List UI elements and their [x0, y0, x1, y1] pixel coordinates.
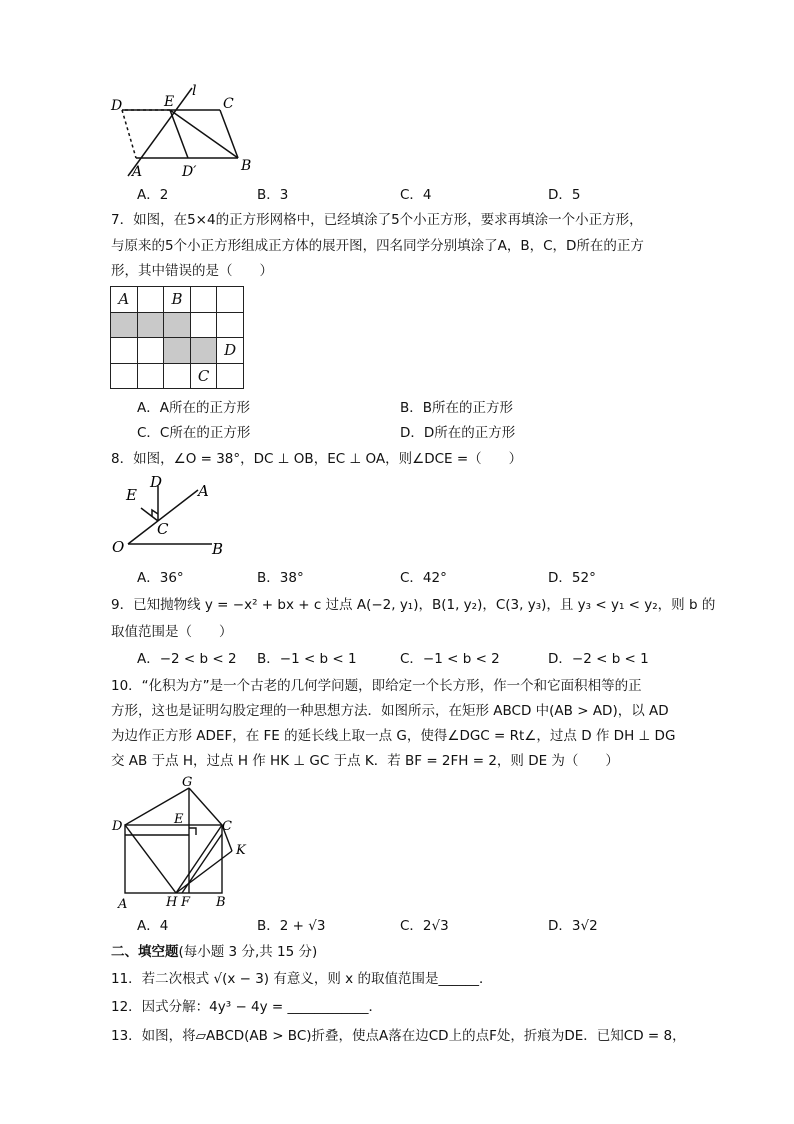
label-D: D [112, 819, 123, 834]
q8-option-a: A．36° [137, 570, 184, 586]
label-C: C [222, 819, 232, 834]
q12-line: 12．因式分解：4y³ − 4y = ____________． [111, 999, 383, 1015]
q9-line-2: 取值范围是（ ） [111, 624, 233, 640]
label-E: E [174, 812, 184, 827]
label-l: l [192, 84, 197, 99]
q10-figure [108, 770, 258, 910]
q9-option-c: C．−1 < b < 2 [400, 651, 500, 667]
q7-line-1: 7．如图，在5×4的正方形网格中，已经填涂了5个小正方形，要求再填涂一个小正方形， [111, 212, 643, 228]
q8-option-b: B．38° [257, 570, 304, 586]
grid-cell [164, 363, 191, 389]
q11-line: 11．若二次根式 √(x − 3) 有意义，则 x 的取值范围是______． [111, 971, 493, 987]
label-K: K [236, 843, 246, 858]
grid-cell-D: D [217, 338, 244, 364]
q8-figure [108, 470, 238, 558]
grid-cell-shaded [111, 312, 138, 338]
grid-cell [190, 287, 217, 313]
label-D: D [111, 98, 123, 114]
label-B: B [216, 895, 226, 910]
label-D: D [150, 473, 163, 491]
label-F: F [181, 895, 191, 910]
label-E: E [126, 486, 137, 504]
q6-figure [108, 84, 268, 180]
q13-line: 13．如图，将▱ABCD(AB > BC)折叠，使点A落在边CD上的点F处，折痕为DE．已知CD = 8， [111, 1028, 686, 1044]
label-A: A [118, 897, 128, 910]
grid-cell [217, 312, 244, 338]
label-O: O [112, 538, 125, 556]
grid-cell-shaded [164, 312, 191, 338]
q9-option-d: D．−2 < b < 1 [548, 651, 649, 667]
section-heading [111, 943, 317, 961]
q6-option-d: D．5 [548, 187, 581, 203]
grid-cell-B: B [164, 287, 191, 313]
q7-option-d: D．D所在的正方形 [400, 425, 516, 441]
label-Dprime: D′ [182, 164, 197, 180]
q9-option-a: A．−2 < b < 2 [137, 651, 237, 667]
q10-option-d: D．3√2 [548, 918, 598, 934]
q7-option-b: B．B所在的正方形 [400, 400, 514, 416]
section-title: 二、填空题 [111, 944, 179, 960]
q6-option-a: A．2 [137, 187, 169, 203]
grid-cell [217, 363, 244, 389]
q8-line: 8．如图，∠O = 38°，DC ⊥ OB，EC ⊥ OA，则∠DCE =（ ） [111, 451, 523, 467]
q10-line-3: 为边作正方形 ADEF，在 FE 的延长线上取一点 G，使得∠DGC = Rt∠，过点 D 作 DH ⊥ DG [111, 728, 676, 744]
q10-line-4: 交 AB 于点 H，过点 H 作 HK ⊥ GC 于点 K．若 BF = 2FH = 2，则 DE 为（ ） [111, 753, 619, 769]
q10-option-a: A．4 [137, 918, 169, 934]
label-B: B [241, 158, 252, 174]
grid-cell [137, 287, 164, 313]
grid-cell-shaded [164, 338, 191, 364]
label-E: E [164, 94, 175, 110]
q7-line-3: 形，其中错误的是（ ） [111, 263, 273, 279]
q7-line-2: 与原来的5个小正方形组成正方体的展开图，四名同学分别填涂了A，B，C，D所在的正方 [111, 238, 644, 254]
grid-cell [217, 287, 244, 313]
q7-grid [110, 286, 244, 389]
grid-cell [137, 338, 164, 364]
q10-option-b: B．2 + √3 [257, 918, 326, 934]
q10-option-c: C．2√3 [400, 918, 449, 934]
label-C: C [223, 96, 234, 112]
q10-line-2: 方形，这也是证明勾股定理的一种思想方法．如图所示，在矩形 ABCD 中(AB > AD)，以 AD [111, 703, 669, 719]
q6-option-b: B．3 [257, 187, 289, 203]
grid-cell [111, 363, 138, 389]
label-G: G [182, 775, 193, 790]
q6-option-c: C．4 [400, 187, 432, 203]
grid-cell-A: A [111, 287, 138, 313]
q9-line-1: 9．已知抛物线 y = −x² + bx + c 过点 A(−2, y₁)，B(1, y₂)，C(3, y₃)，且 y₃ < y₁ < y₂，则 b 的 [111, 597, 716, 613]
q7-option-a: A．A所在的正方形 [137, 400, 250, 416]
grid-cell-shaded [190, 338, 217, 364]
label-H: H [166, 895, 178, 910]
label-A: A [132, 164, 143, 180]
section-note: (每小题 3 分,共 15 分) [178, 944, 318, 960]
q9-option-b: B．−1 < b < 1 [257, 651, 357, 667]
grid-cell [137, 363, 164, 389]
q8-option-c: C．42° [400, 570, 447, 586]
grid-cell [111, 338, 138, 364]
q10-line-1: 10．“化积为方”是一个古老的几何学问题，即给定一个长方形，作一个和它面积相等的正 [111, 678, 642, 694]
label-B: B [212, 540, 224, 558]
grid-cell [190, 312, 217, 338]
label-C: C [157, 520, 169, 538]
grid-cell-C: C [190, 363, 217, 389]
q7-option-c: C．C所在的正方形 [137, 425, 251, 441]
label-A: A [198, 482, 209, 500]
q8-option-d: D．52° [548, 570, 596, 586]
grid-cell-shaded [137, 312, 164, 338]
